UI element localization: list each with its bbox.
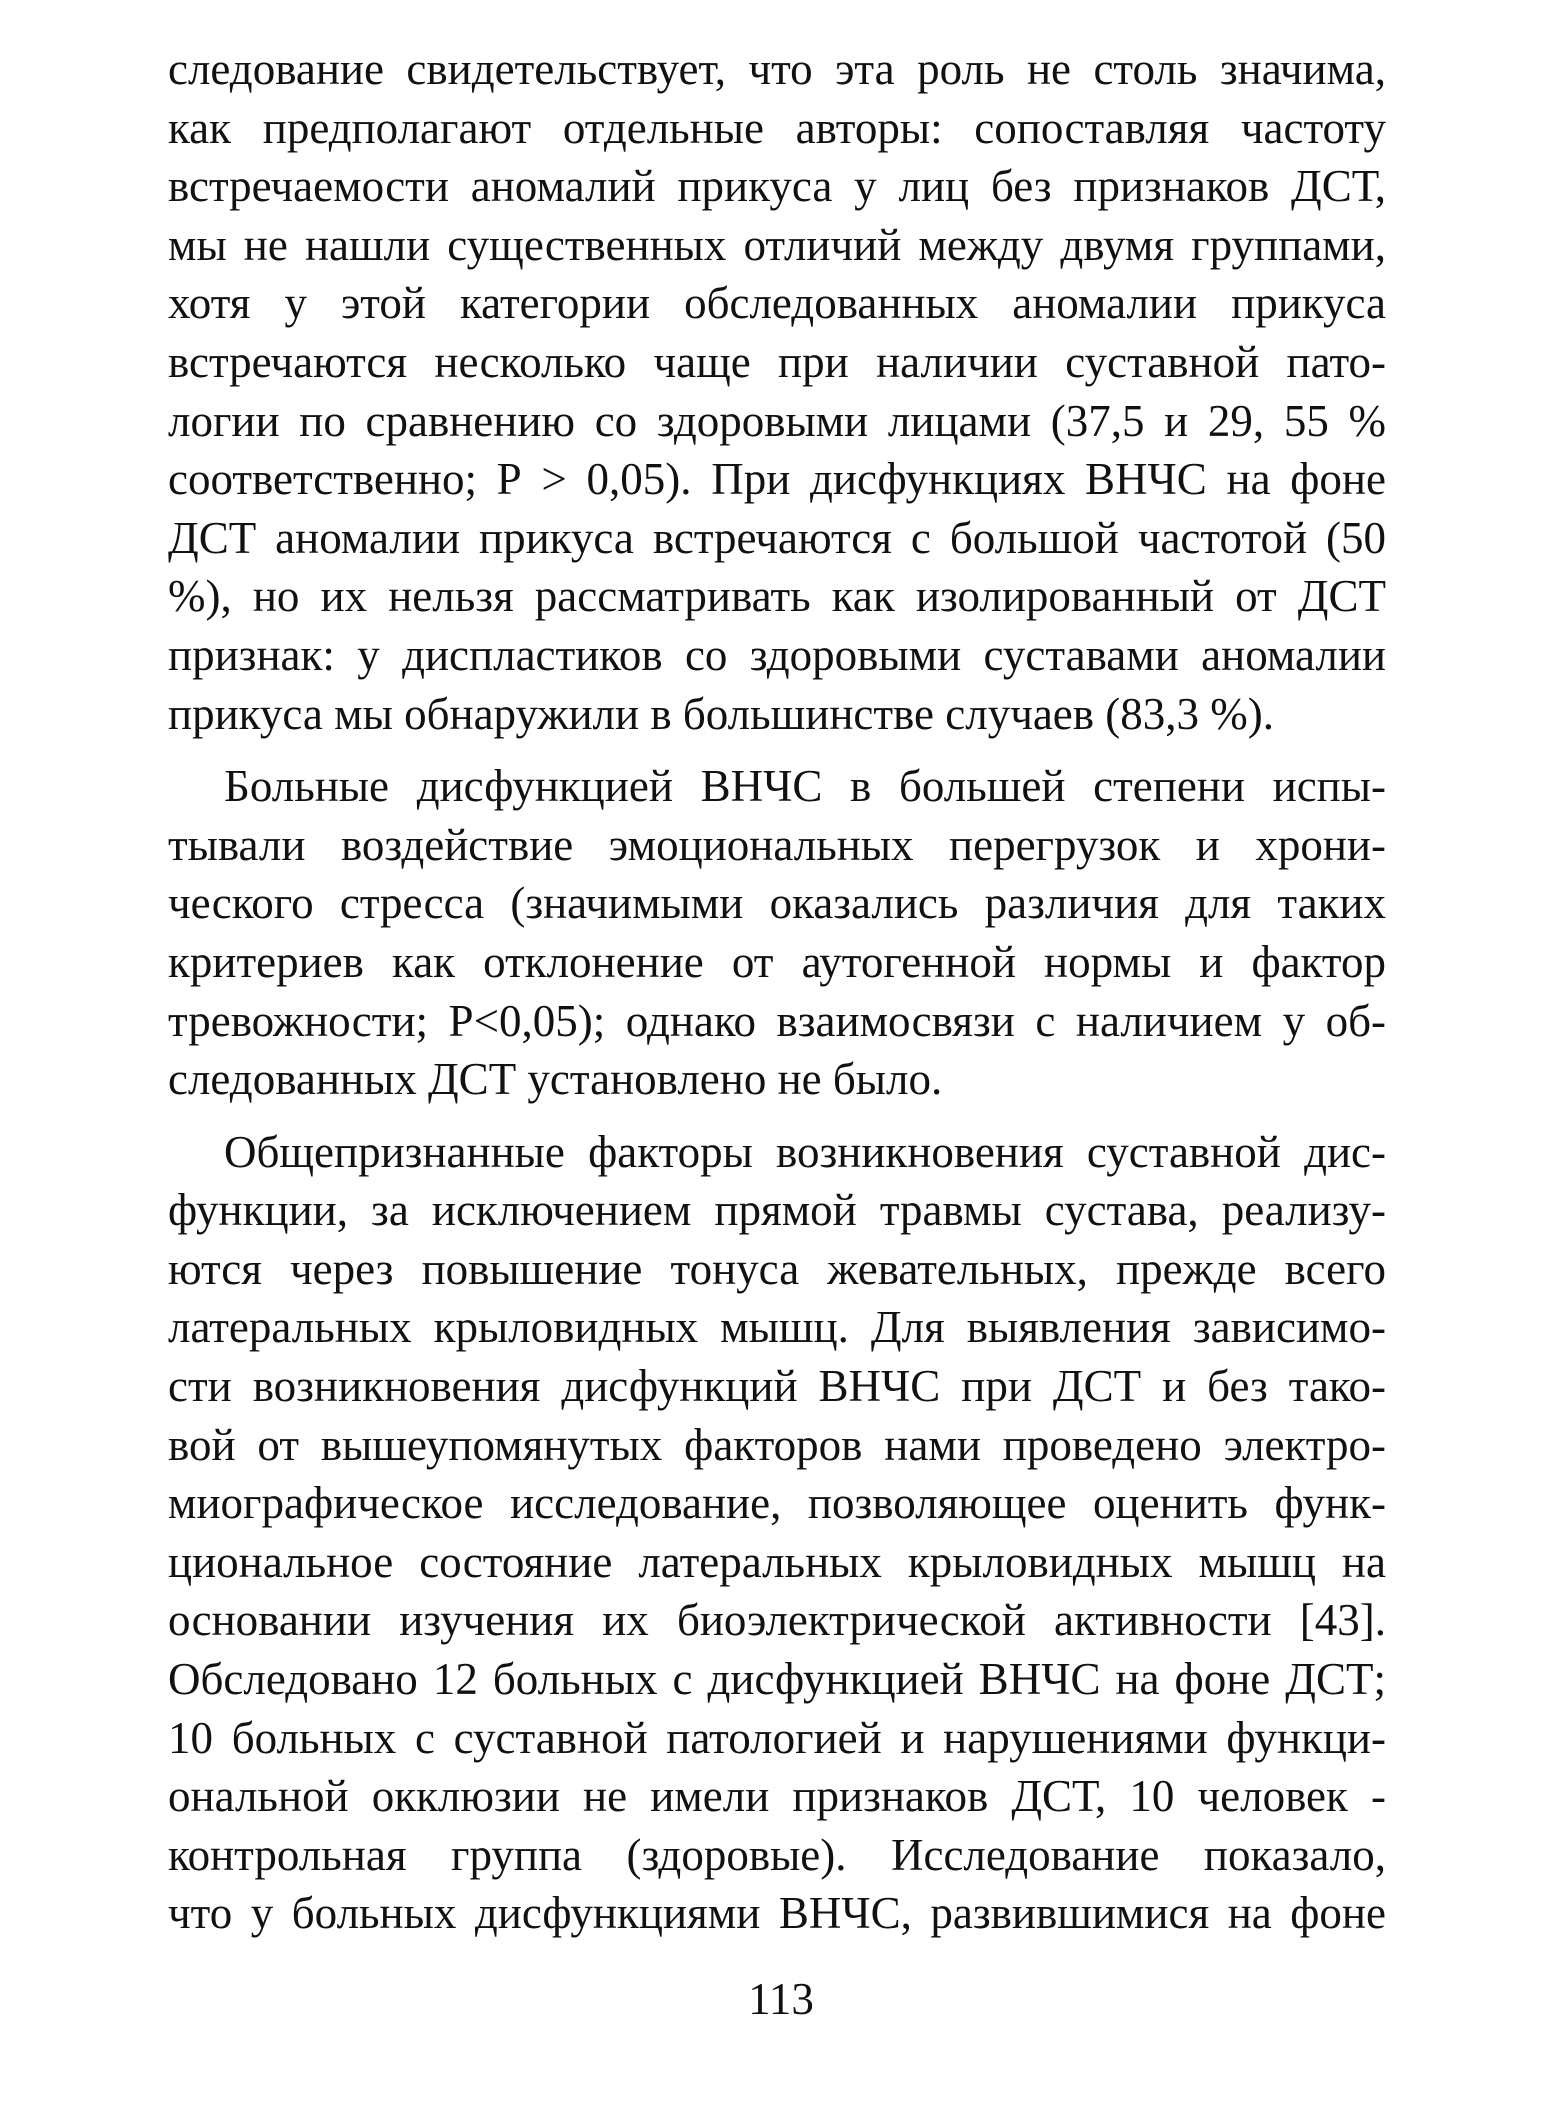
paragraph-1 (168, 40, 1386, 743)
text-line: что у больных дисфункциями ВНЧС, развившимися на фоне (168, 1888, 1386, 1939)
text-line: как предполагают отдельные авторы: сопоставляя частоту (168, 102, 1386, 153)
text-line: признак: у диспластиков со здоровыми суставами аномалии (168, 629, 1386, 680)
text-line: Больные дисфункцией ВНЧС в большей степени испы- (224, 761, 1386, 812)
text-line: циональное состояние латеральных крыловидных мышц на (168, 1536, 1386, 1587)
text-line: миографическое исследование, позволяющее оценить функ- (168, 1478, 1386, 1529)
text-line: %), но их нельзя рассматривать как изолированный от ДСТ (168, 571, 1386, 622)
text-line: встречаются несколько чаще при наличии суставной пато- (168, 336, 1386, 387)
text-line: следование свидетельствует, что эта роль не столь значима, (168, 44, 1386, 94)
body-text (168, 40, 1386, 1943)
text-line: критериев как отклонение от аутогенной нормы и фактор (168, 936, 1386, 987)
text-line: логии по сравнению со здоровыми лицами (37,5 и 29, 55 % (168, 395, 1386, 446)
paragraph-3 (168, 1123, 1386, 1943)
text-line: ются через повышение тонуса жевательных, прежде всего (168, 1243, 1386, 1294)
text-line: сти возникновения дисфункций ВНЧС при ДСТ и без тако- (168, 1361, 1386, 1412)
paragraph-2 (168, 757, 1386, 1109)
text-line: тревожности; Р<0,05); однако взаимосвязи с наличием у об- (168, 995, 1386, 1046)
text-line: 10 больных с суставной патологией и нарушениями функци- (168, 1712, 1386, 1763)
text-line: тывали воздействие эмоциональных перегрузок и хрони- (168, 819, 1386, 870)
text-line: ональной окклюзии не имели признаков ДСТ, 10 человек - (168, 1771, 1386, 1822)
text-line: мы не нашли существенных отличий между двумя группами, (168, 219, 1386, 270)
text-line: хотя у этой категории обследованных аномалии прикуса (168, 278, 1386, 329)
text-line: основании изучения их биоэлектрической активности [43]. (168, 1595, 1386, 1646)
text-line: соответственно; Р > 0,05). При дисфункциях ВНЧС на фоне (168, 454, 1386, 505)
text-line: латеральных крыловидных мышц. Для выявления зависимо- (168, 1302, 1386, 1353)
text-line: ДСТ аномалии прикуса встречаются с большой частотой (50 (168, 512, 1386, 563)
text-line: Общепризнанные факторы возникновения суставной дис- (224, 1126, 1386, 1177)
text-line: вой от вышеупомянутых факторов нами проведено электро- (168, 1419, 1386, 1470)
text-line: контрольная группа (здоровые). Исследование показало, (168, 1829, 1386, 1880)
text-line: встречаемости аномалий прикуса у лиц без признаков ДСТ, (168, 161, 1386, 212)
text-line: функции, за исключением прямой травмы сустава, реализу- (168, 1185, 1386, 1236)
page-number: 113 (748, 1974, 814, 2024)
text-line: следованных ДСТ установлено не было. (168, 1054, 943, 1105)
text-line: прикуса мы обнаружили в большинстве случаев (83,3 %). (168, 688, 1274, 739)
text-line: Обследовано 12 больных с дисфункцией ВНЧС на фоне ДСТ; (168, 1654, 1386, 1705)
text-line: ческого стресса (значимыми оказались различия для таких (168, 878, 1386, 929)
